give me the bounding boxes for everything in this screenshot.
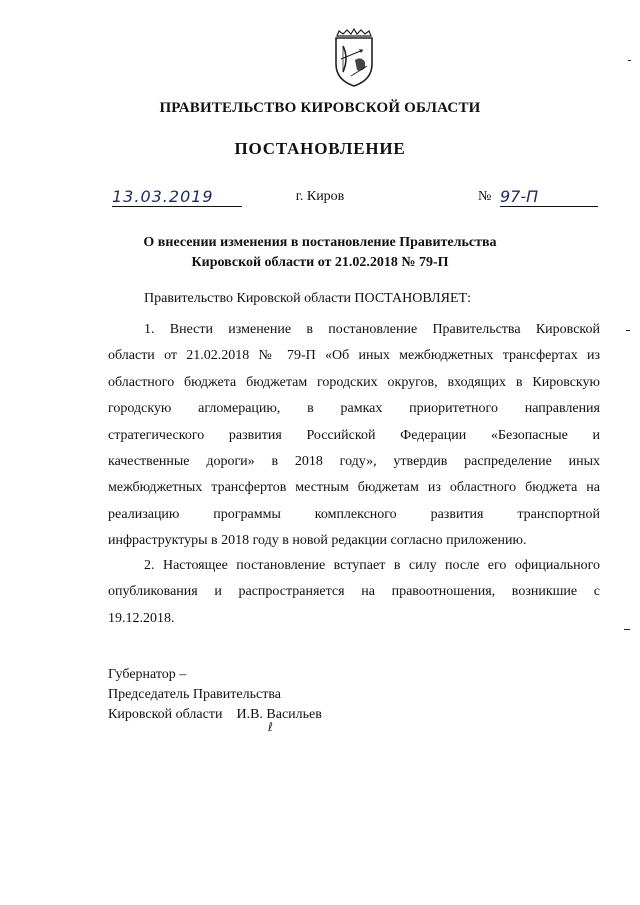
subject-line: Кировской области от 21.02.2018 № 79-П xyxy=(191,255,449,270)
intro-text: Правительство Кировской области ПОСТАНОВЛЯЕТ: xyxy=(144,291,471,306)
paragraph-line: инфраструктуры в 2018 году в новой редакции согласно приложению. xyxy=(108,533,527,549)
paragraph-line: опубликования и распространяется на правоотношения, возникшие с xyxy=(108,584,600,600)
paragraph-line: 19.12.2018. xyxy=(108,610,175,626)
document-number: 97-П xyxy=(500,188,598,207)
subject-line: О внесении изменения в постановление Правительства xyxy=(143,235,497,250)
document-city: г. Киров xyxy=(295,189,345,204)
document-subject xyxy=(0,233,640,273)
paragraph-line: межбюджетных трансфертов местным бюджетам из областного бюджета на xyxy=(108,480,600,496)
signature-block xyxy=(108,665,322,725)
signatory-name: И.В. Васильев xyxy=(236,707,322,722)
coat-of-arms-icon xyxy=(331,28,377,88)
paragraph-1 xyxy=(108,317,600,555)
paragraph-line: стратегического развития Российской Федерации «Безопасные и xyxy=(108,427,600,443)
paragraph-2 xyxy=(108,553,600,632)
document-type: ПОСТАНОВЛЕНИЕ xyxy=(234,139,406,158)
scan-artifact xyxy=(628,60,631,61)
signature-title-line: Губернатор – xyxy=(108,667,187,682)
scan-artifact xyxy=(626,330,630,331)
signature-title-line: Председатель Правительства xyxy=(108,687,281,702)
paragraph-line: качественные дороги» в 2018 году», утвердив распределение иных xyxy=(108,453,600,469)
organization-title: ПРАВИТЕЛЬСТВО КИРОВСКОЙ ОБЛАСТИ xyxy=(159,100,481,116)
paragraph-line: 2. Настоящее постановление вступает в силу после его официального xyxy=(144,558,600,573)
paragraph-line: областного бюджета бюджетам городских округов, входящих в Кировскую xyxy=(108,374,600,390)
scan-artifact xyxy=(624,629,630,630)
paragraph-line: 1. Внести изменение в постановление Правительства Кировской xyxy=(144,322,600,337)
paragraph-line: области от 21.02.2018 № 79-П «Об иных межбюджетных трансфертах из xyxy=(108,348,600,364)
paragraph-line: реализацию программы комплексного развития транспортной xyxy=(108,506,600,522)
signature-region: Кировской области xyxy=(108,707,223,722)
document-date: 13.03.2019 xyxy=(112,188,242,207)
number-label: № xyxy=(478,189,492,204)
signature-title-line xyxy=(108,705,322,725)
signature-mark: ℓ xyxy=(268,720,273,734)
paragraph-line: городскую агломерацию, в рамках приоритетного направления xyxy=(108,401,600,417)
